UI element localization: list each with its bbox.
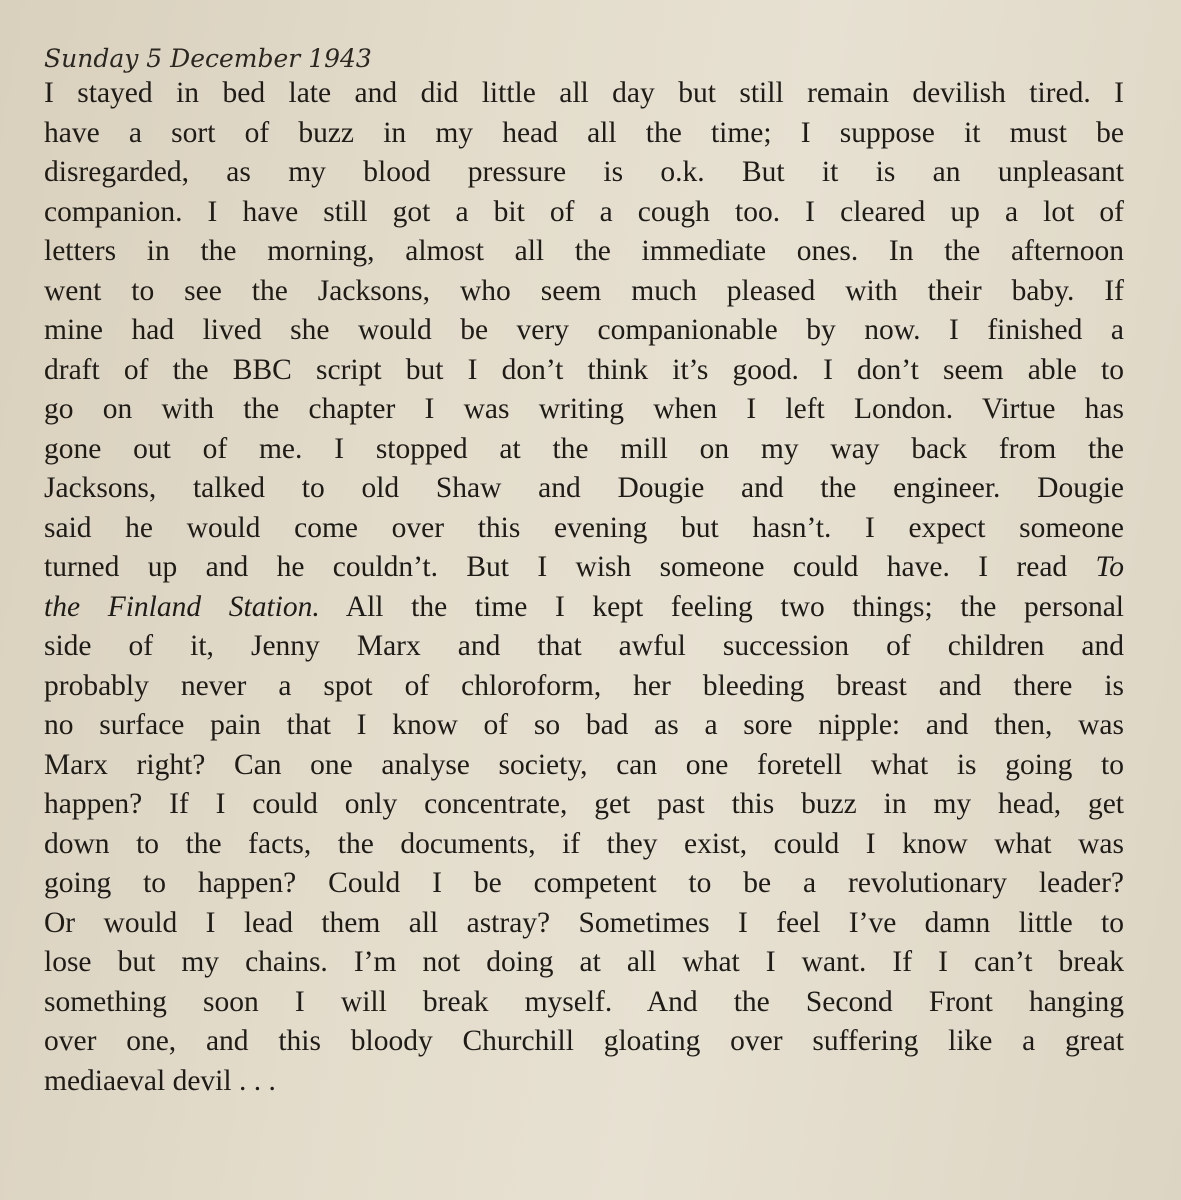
text-line-12: said he would come over this evening but hasn’t. I expect someone bbox=[44, 511, 1124, 544]
entry-date: Sunday 5 December 1943 bbox=[44, 44, 372, 73]
text-line-18: Marx right? Can one analyse society, can one foretell what is going to bbox=[44, 748, 1124, 781]
text-line-9: go on with the chapter I was writing when I left London. Virtue has bbox=[44, 393, 1124, 425]
entry-body bbox=[44, 74, 1124, 1101]
text-line-22: Or would I lead them all astray? Sometimes I feel I’ve damn little to bbox=[44, 906, 1124, 939]
text-line-19: happen? If I could only concentrate, get past this buzz in my head, get bbox=[44, 788, 1124, 820]
text-line-17: no surface pain that I know of so bad as a sore nipple: and then, was bbox=[44, 709, 1124, 741]
text-line-14 bbox=[44, 588, 1124, 628]
text-line-10: gone out of me. I stopped at the mill on my way back from the bbox=[44, 432, 1124, 465]
text-line-26: mediaeval devil . . . bbox=[44, 1064, 276, 1097]
text-line-5: letters in the morning, almost all the immediate ones. In the afternoon bbox=[44, 235, 1124, 267]
book-title-start: To bbox=[1095, 551, 1124, 583]
text-line-25: over one, and this bloody Churchill gloating over suffering like a great bbox=[44, 1025, 1124, 1057]
text-line-4: companion. I have still got a bit of a cough too. I cleared up a lot of bbox=[44, 195, 1124, 228]
text-line-6: went to see the Jacksons, who seem much pleased with their baby. If bbox=[44, 274, 1124, 307]
text-line-1: I stayed in bed late and did little all day but still remain devilish tired. I bbox=[44, 77, 1124, 109]
text-line-20: down to the facts, the documents, if they exist, could I know what was bbox=[44, 827, 1124, 860]
text-line-21: going to happen? Could I be competent to be a revolutionary leader? bbox=[44, 867, 1124, 899]
text-line-8: draft of the BBC script but I don’t think it’s good. I don’t seem able to bbox=[44, 353, 1124, 386]
book-title-end: the Finland Station. bbox=[44, 590, 320, 623]
text-line-13-main: turned up and he couldn’t. But I wish someone could have. I read bbox=[44, 551, 1068, 583]
text-line-7: mine had lived she would be very companionable by now. I finished a bbox=[44, 314, 1124, 346]
text-line-11: Jacksons, talked to old Shaw and Dougie and the engineer. Dougie bbox=[44, 472, 1124, 504]
text-line-2: have a sort of buzz in my head all the time; I suppose it must be bbox=[44, 116, 1124, 149]
text-line-13 bbox=[44, 548, 1124, 588]
text-line-16: probably never a spot of chloroform, her bleeding breast and there is bbox=[44, 669, 1124, 702]
text-line-15: side of it, Jenny Marx and that awful succession of children and bbox=[44, 630, 1124, 662]
text-line-23: lose but my chains. I’m not doing at all what I want. If I can’t break bbox=[44, 946, 1124, 978]
text-line-24: something soon I will break myself. And the Second Front hanging bbox=[44, 985, 1124, 1018]
text-line-3: disregarded, as my blood pressure is o.k. But it is an unpleasant bbox=[44, 156, 1124, 188]
text-line-14-rest: All the time I kept feeling two things; the personal bbox=[319, 590, 1124, 623]
